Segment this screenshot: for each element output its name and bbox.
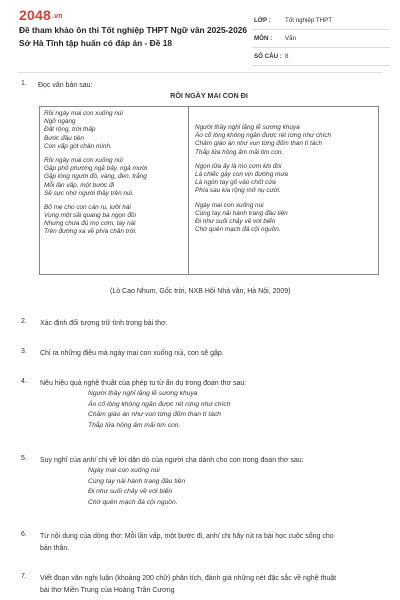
document-header (0, 0, 400, 62)
poem-right-column (195, 124, 331, 234)
question-7-text-line2: bài thơ Miền Trung của Hoàng Trần Cương (40, 587, 175, 594)
question-4-excerpt (88, 389, 230, 431)
question-number-7: 7. (21, 573, 27, 580)
poem-line: Áo cố lòng không ngăn được rét rừng như chích (195, 132, 332, 140)
poem-line: Ngỡ ngàng (44, 118, 76, 126)
poem-line: Sẽ sực nhớ người thầy trên núi. (44, 189, 134, 197)
poem-line: Gặp lòng người đỏ, vàng, đen, trắng (44, 173, 147, 181)
poem-line: Người thầy nghỉ lặng lẽ sương khuya (195, 124, 300, 131)
excerpt-line: Cùng tay nải hành trang đầu tiên (88, 477, 186, 485)
poem-line: Trên đường xa về phía chân trời. (44, 228, 137, 236)
poem-line: Con vấp gót chân mình. (44, 142, 112, 150)
question-2-text: Xác định đối tượng trữ tình trong bài thơ. (40, 320, 168, 327)
poem-line: Ngày mai con xuống núi (195, 201, 264, 209)
poem-left-column (44, 110, 147, 237)
question-number-3: 3. (21, 348, 27, 355)
question-number-2: 2. (21, 318, 27, 325)
question-1-intro: Đọc văn bản sau: (38, 82, 93, 89)
question-7-text-line1: Viết đoạn văn nghị luận (khoảng 200 chữ) phân tích, đánh giá những nét đặc sắc về nghệ thuật (40, 575, 337, 582)
poem-line: Vung một sải quang ba ngọn đồi (44, 212, 136, 220)
poem-line: Chớ quên mạch đá cội nguồn. (195, 226, 281, 234)
meta-row-count: SỐ CÂU : 8 (252, 48, 390, 66)
poem-line: Nhưng chưa đủ mọ cơm, tay nải (44, 220, 136, 228)
excerpt-line: Áo cố lòng không ngăn được rét rừng như chích (88, 400, 231, 408)
excerpt-line: Thắp lửa hồng ấm mãi tim con. (88, 421, 181, 429)
poem-line: Gặp phố phường ngả bảy, ngả mười (44, 165, 148, 173)
poem-line: Đi như suối chảy về với biển (195, 217, 276, 225)
question-number-5: 5. (21, 455, 27, 462)
excerpt-line: Người thầy nghỉ lặng lẽ sương khuya (88, 390, 198, 397)
poem-line: Chăm giáo án như vun từng đốm than tí tách (195, 140, 323, 148)
header-divider (18, 72, 382, 73)
exam-meta-table (252, 12, 390, 66)
excerpt-line: Chớ quên mạch đá cội nguồn. (88, 498, 178, 506)
exam-subtitle: Sở Hà Tĩnh tập huấn có đáp án - Đề 18 (19, 38, 173, 48)
poem-line: Bước đầu tiên (44, 134, 84, 142)
poem-box (39, 106, 379, 275)
excerpt-line: Đi như suối chảy về với biển (88, 488, 173, 495)
poem-source: (Lò Cao Nhum, Gốc trời, NXB Hội Nhà văn, Hà Nội, 2009) (110, 288, 291, 295)
question-number-1: 1. (21, 80, 27, 87)
poem-line: Phía sau kia rộng mở nụ cười. (195, 187, 281, 195)
meta-row-class: LỚP : Tốt nghiệp THPT (252, 12, 390, 30)
question-number-6: 6. (21, 531, 27, 538)
poem-line: Là ngón tay gõ vào chốt cửa (195, 179, 276, 187)
question-5-text: Suy nghĩ của anh/ chị về lời dặn dò của người cha dành cho con trong đoạn thơ sau: (40, 457, 304, 464)
poem-line: Thắp lửa hồng ấm mãi tim con. (195, 148, 284, 156)
site-logo[interactable]: 2048.vn (19, 7, 63, 23)
question-4-text: Nêu hiệu quả nghệ thuật của phép tu từ ẩn dụ trong đoạn thơ sau: (40, 380, 247, 387)
excerpt-line: Chăm giáo án như vun từng đốm than tí tách (88, 411, 222, 418)
poem-line: Rồi ngày mai con xuống núi (44, 156, 123, 164)
meta-row-subject: MÔN : Văn (252, 30, 390, 48)
question-6-text-line2: bản thân. (40, 545, 70, 552)
poem-line: Cùng tay nải hành trang đầu tiên (195, 209, 288, 217)
poem-title: RỒI NGÀY MAI CON ĐI (170, 91, 248, 100)
poem-line: Bố mẹ cho con cán rụ, lưỡi hái (44, 203, 131, 211)
exam-title: Đề tham khảo ôn thi Tốt nghiệp THPT Ngữ văn 2025-2026 (19, 25, 248, 35)
question-3-text: Chỉ ra những điều mà ngày mai con xuống núi, con sẽ gặp. (40, 350, 224, 357)
question-6-text-line1: Từ nội dung của dòng thơ: Mỗi lần vấp, một bước đi, anh/ chị hãy rút ra bài học cuộc sống cho (40, 533, 334, 540)
poem-line: Đất rộng, trời thấp (44, 126, 96, 134)
poem-line: Rồi ngày mai con xuống núi (44, 110, 123, 117)
question-number-4: 4. (21, 378, 27, 385)
question-5-excerpt (88, 466, 185, 508)
excerpt-line: Ngày mai con xuống núi (88, 467, 160, 474)
poem-line: Mỗi lần vấp, một bước đi (44, 181, 115, 189)
poem-line: Là chiếc gậy con vịn đường mưa (195, 170, 288, 178)
poem-line: Ngọn lửa ấy là mo cơm khi đói (195, 162, 282, 170)
